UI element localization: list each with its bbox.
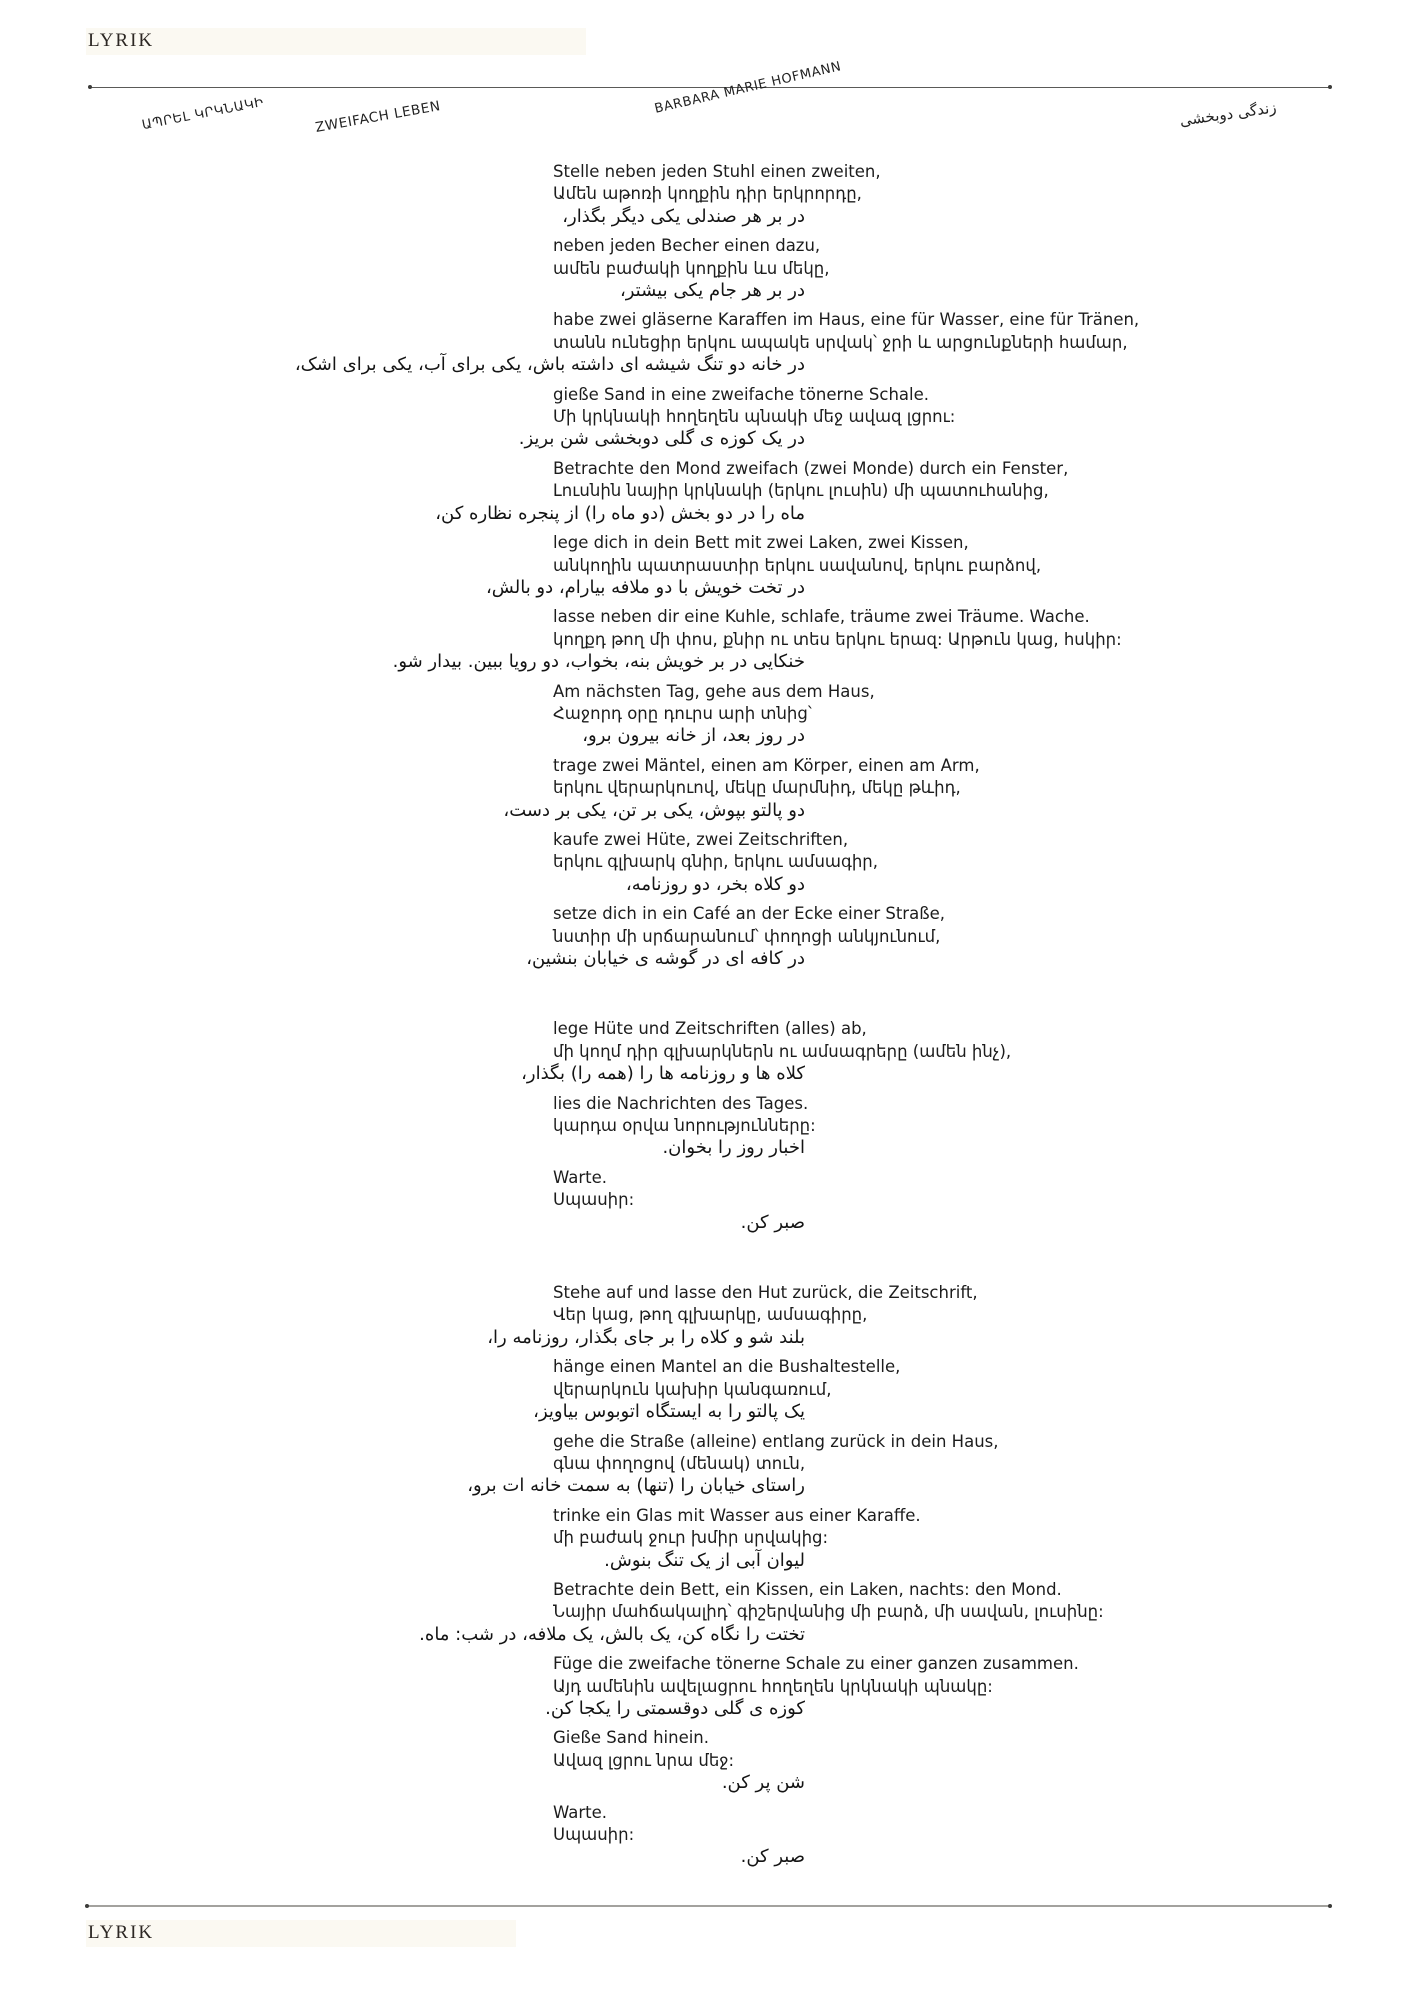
section-label-top: LYRIK <box>88 30 155 51</box>
poem-line-fa: صبر کن. <box>740 1846 805 1868</box>
poem-line-de: gieße Sand in eine zweifache tönerne Schale. <box>553 384 929 404</box>
bottom-rule <box>87 1905 1330 1907</box>
tercet <box>0 681 875 748</box>
poem-line-de: Betrachte den Mond zweifach (zwei Monde) durch ein Fenster, <box>553 458 1069 478</box>
top-rule <box>90 87 1330 88</box>
poem-line-de: lege dich in dein Bett mit zwei Laken, zwei Kissen, <box>553 533 969 553</box>
poem-line-hy: Սպասիր: <box>553 1825 635 1844</box>
tercet <box>0 903 945 970</box>
poem-body <box>0 161 1140 1876</box>
poem-line-de: lasse neben dir eine Kuhle, schlafe, träume zwei Träume. Wache. <box>553 607 1090 627</box>
poem-author: BARBARA MARIE HOFMANN <box>653 59 843 117</box>
poem-line-fa: شن پر کن. <box>721 1772 805 1794</box>
poem-line-de: Gieße Sand hinein. <box>553 1728 710 1748</box>
poem-line-fa: راستای خیابان را (تنها) به سمت خانه ات برو، <box>467 1475 805 1497</box>
tercet <box>0 1802 805 1869</box>
poem-line-hy: Հաջորդ օրը դուրս արի տնից՝ <box>553 703 812 723</box>
top-rule-left-dot <box>88 85 92 89</box>
poem-line-hy: ամեն բաժակի կողքին ևս մեկը, <box>553 258 830 278</box>
poem-line-fa: در خانه دو تنگ شیشه ای داشته باش، یکی برای آب، یکی برای اشک، <box>294 354 805 376</box>
poem-line-de: trage zwei Mäntel, einen am Körper, einen am Arm, <box>553 755 980 775</box>
tercet <box>0 755 980 822</box>
tercet <box>0 1653 1079 1720</box>
poem-line-hy: տանն ունեցիր երկու ապակե սրվակ՝ ջրի և արցունքների համար, <box>553 332 1128 352</box>
poem-line-fa: کوزه ی گلی دوقسمتی را یکجا کن. <box>545 1697 805 1719</box>
section-label-bottom: LYRIK <box>88 1922 155 1943</box>
poem-line-de: Am nächsten Tag, gehe aus dem Haus, <box>553 681 875 701</box>
poem-title-armenian: ԱՊՐԵԼ ԿՐԿՆԱԿԻ <box>140 94 266 134</box>
tercet <box>0 235 830 302</box>
tercet <box>0 1282 978 1349</box>
poem-line-fa: لیوان آبی از یک تنگ بنوش. <box>604 1549 805 1571</box>
poem-line-fa: صبر کن. <box>740 1211 805 1233</box>
stanza <box>0 1282 1104 1869</box>
tercet <box>0 1018 1012 1085</box>
poem-line-hy: Այդ ամենին ավելացրու հողեղեն կրկնակի պնակը: <box>553 1676 993 1696</box>
poem-line-hy: վերարկուն կախիր կանգառում, <box>553 1379 832 1399</box>
poem-title-persian: زندگی دوبخشی <box>1178 98 1278 130</box>
poem-line-de: setze dich in ein Café an der Ecke einer Straße, <box>553 904 945 924</box>
poem-line-fa: کلاه ها و روزنامه ها را (همه را) بگذار، <box>521 1063 805 1085</box>
poem-line-de: Stehe auf und lasse den Hut zurück, die Zeitschrift, <box>553 1283 978 1303</box>
poem-line-de: lies die Nachrichten des Tages. <box>553 1093 809 1113</box>
tercet <box>0 384 956 451</box>
poem-line-fa: در کافه ای در گوشه ی خیابان بنشین، <box>526 948 805 969</box>
poem-line-hy: Ամեն աթոռի կողքին դիր երկրորդը, <box>553 184 862 204</box>
bottom-rule-right-dot <box>1328 1904 1332 1908</box>
tercet <box>0 1505 921 1572</box>
tercet <box>0 1167 805 1234</box>
poem-line-hy: երկու վերարկուով, մեկը մարմնիդ, մեկը թևիդ, <box>553 778 961 798</box>
poem-line-fa: دو پالتو بپوش، یکی بر تن، یکی بر دست، <box>503 799 805 821</box>
tercet <box>0 1727 805 1794</box>
poem-line-fa: در بر هر جام یکی بیشتر، <box>619 280 805 302</box>
poem-line-fa: در بر هر صندلی یکی دیگر بگذار، <box>562 205 805 227</box>
tercet <box>0 1431 999 1498</box>
poem-line-de: Warte. <box>553 1802 608 1822</box>
poem-line-fa: در یک کوزه ی گلی دوبخشی شن بریز. <box>518 428 805 450</box>
tercet <box>0 161 881 228</box>
poem-line-de: lege Hüte und Zeitschriften (alles) ab, <box>553 1019 867 1039</box>
bottom-rule-left-dot <box>85 1904 89 1908</box>
poem-line-de: neben jeden Becher einen dazu, <box>553 236 821 256</box>
poem-line-fa: در تخت خویش با دو ملافه بیارام، دو بالش، <box>485 576 805 598</box>
poem-line-hy: մի կողմ դիր գլխարկներն ու ամսագրերը (ամեն ինչ), <box>553 1041 1012 1061</box>
poem-line-fa: دو کلاه بخر، دو روزنامه، <box>625 873 805 895</box>
tercet <box>0 309 1140 376</box>
poem-line-fa: خنکایی در بر خویش بنه، بخواب، دو رویا ببین. بیدار شو. <box>392 651 805 673</box>
poem-line-hy: գնա փողոցով (մենակ) տուն, <box>553 1453 806 1473</box>
poem-line-hy: Վեր կաց, թող գլխարկը, ամսագիրը, <box>553 1305 868 1325</box>
poem-line-de: Füge die zweifache tönerne Schale zu einer ganzen zusammen. <box>553 1654 1079 1674</box>
poem-line-fa: ماه را در دو بخش (دو ماه را) از پنجره نظاره کن، <box>435 502 805 524</box>
poem-line-de: hänge einen Mantel an die Bushaltestelle, <box>553 1357 901 1377</box>
poem-line-hy: կարդա օրվա նորությունները: <box>553 1116 816 1136</box>
poem-line-de: trinke ein Glas mit Wasser aus einer Karaffe. <box>553 1505 921 1525</box>
poem-line-fa: یک پالتو را به ایستگاه اتوبوس بیاویز، <box>533 1401 805 1423</box>
header-highlight-band <box>86 28 586 55</box>
poem-line-fa: بلند شو و کلاه را بر جای بگذار، روزنامه را، <box>487 1326 805 1348</box>
poem-line-fa: در روز بعد، از خانه بیرون برو، <box>582 725 805 747</box>
poem-line-de: kaufe zwei Hüte, zwei Zeitschriften, <box>553 829 849 849</box>
poem-line-de: Betrachte dein Bett, ein Kissen, ein Laken, nachts: den Mond. <box>553 1579 1062 1599</box>
tercet <box>0 1093 816 1160</box>
poem-line-de: Warte. <box>553 1167 608 1187</box>
tercet <box>0 458 1069 525</box>
poem-line-hy: Ավազ լցրու նրա մեջ: <box>553 1750 735 1770</box>
poem-line-fa: تختت را نگاه کن، یک بالش، یک ملافه، در شب: ماه. <box>419 1623 805 1645</box>
stanza <box>0 161 1140 970</box>
poem-line-hy: երկու գլխարկ գնիր, երկու ամսագիր, <box>553 852 879 872</box>
poem-line-hy: Լուսնին նայիր կրկնակի (երկու լուսին) մի պատուհանից, <box>553 481 1049 501</box>
poem-line-de: Stelle neben jeden Stuhl einen zweiten, <box>553 162 881 181</box>
poem-line-de: gehe die Straße (alleine) entlang zurück in dein Haus, <box>553 1431 999 1451</box>
tercet <box>0 829 879 896</box>
poem-line-hy: մի բաժակ ջուր խմիր սրվակից: <box>553 1528 829 1548</box>
poem-line-hy: անկողին պատրաստիր երկու սավանով, երկու բարձով, <box>553 555 1042 575</box>
poem-line-hy: Սպասիր: <box>553 1190 635 1210</box>
poem-line-fa: اخبار روز را بخوان. <box>662 1137 805 1159</box>
tercet <box>0 1356 901 1423</box>
poem-line-hy: Նայիր մահճակալիդ՝ գիշերվանից մի բարձ, մի սավան, լուսինը: <box>553 1602 1104 1622</box>
poem-line-hy: նստիր մի սրճարանում՝ փողոցի անկյունում, <box>553 926 941 946</box>
top-rule-right-dot <box>1328 85 1332 89</box>
poem-line-de: habe zwei gläserne Karaffen im Haus, eine für Wasser, eine für Tränen, <box>553 310 1140 330</box>
poem-line-hy: կողքդ թող մի փոս, քնիր ու տես երկու երազ: Արթուն կաց, հսկիր: <box>553 629 1122 649</box>
poem-line-hy: Մի կրկնակի հողեղեն պնակի մեջ ավազ լցրու: <box>553 407 956 427</box>
tercet <box>0 1579 1104 1646</box>
poem-title-german: ZWEIFACH LEBEN <box>314 98 442 136</box>
stanza <box>0 1018 1012 1234</box>
tercet <box>0 532 1042 599</box>
tercet <box>0 606 1122 673</box>
